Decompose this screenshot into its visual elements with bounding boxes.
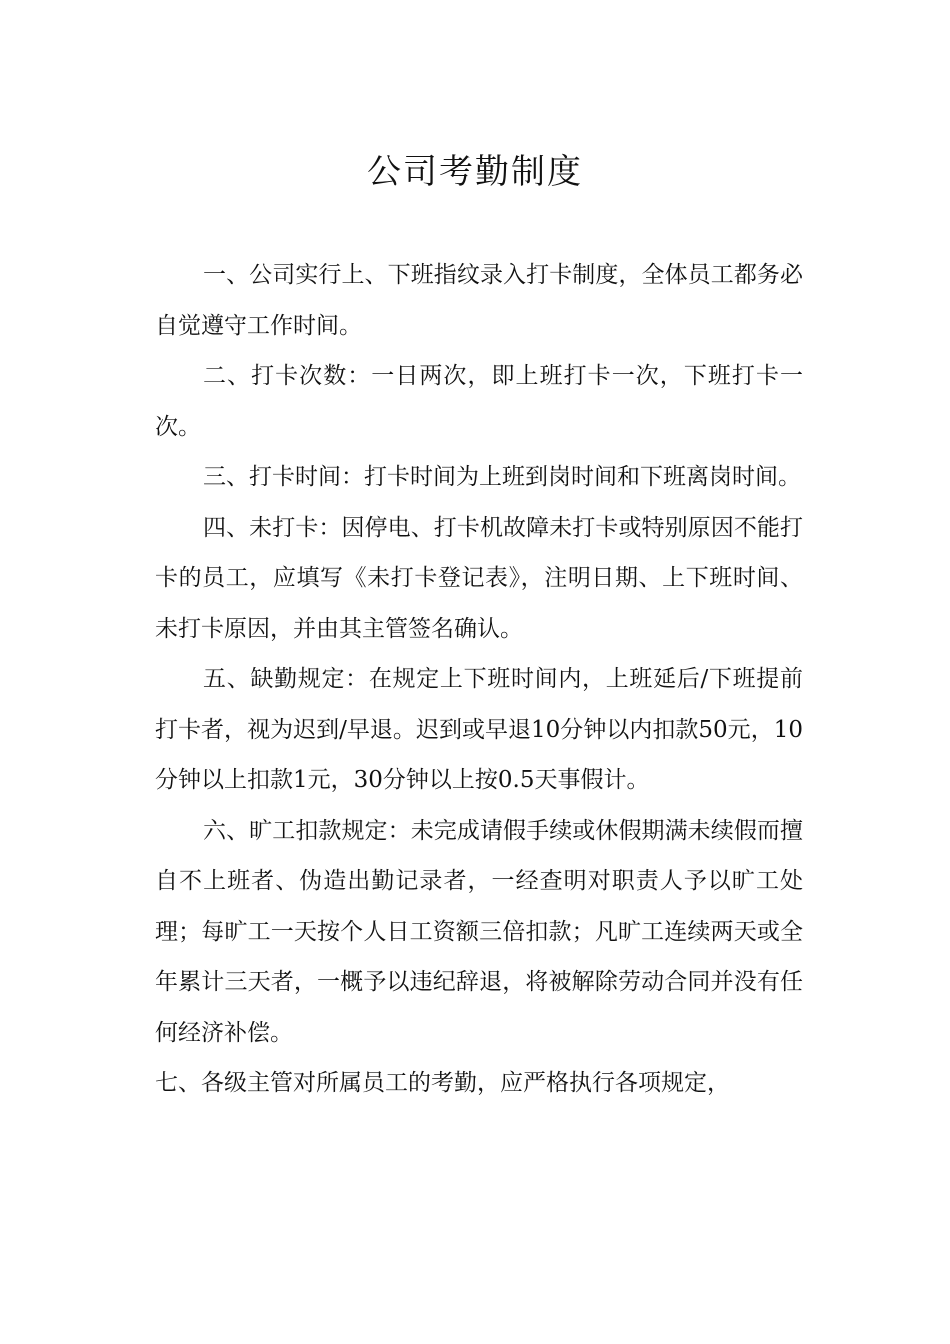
paragraph-4: 四、未打卡：因停电、打卡机故障未打卡或特别原因不能打卡的员工，应填写《未打卡登记表》，注明日期、上下班时间、未打卡原因，并由其主管签名确认。 xyxy=(155,514,803,642)
document-body xyxy=(155,250,803,1109)
paragraph-3: 三、打卡时间：打卡时间为上班到岗时间和下班离岗时间。 xyxy=(203,464,801,490)
paragraph-7: 七、各级主管对所属员工的考勤，应严格执行各项规定， xyxy=(155,1070,730,1096)
paragraph-6: 六、旷工扣款规定：未完成请假手续或休假期满未续假而擅自不上班者、伪造出勤记录者，一经查明对职责人予以旷工处理；每旷工一天按个人日工资额三倍扣款；凡旷工连续两天或全年累计三天者，一概予以违纪辞退，将被解除劳动合同并没有任何经济补偿。 xyxy=(155,817,803,1046)
paragraph-2: 二、打卡次数：一日两次，即上班打卡一次，下班打卡一次。 xyxy=(155,363,803,440)
paragraph-5: 五、缺勤规定：在规定上下班时间内，上班延后/下班提前打卡者，视为迟到/早退。迟到或早退10分钟以内扣款50元，10分钟以上扣款1元，30分钟以上按0.5天事假计。 xyxy=(155,666,803,793)
paragraph-1: 一、公司实行上、下班指纹录入打卡制度，全体员工都务必自觉遵守工作时间。 xyxy=(155,262,803,339)
document-title: 公司考勤制度 xyxy=(367,152,583,192)
